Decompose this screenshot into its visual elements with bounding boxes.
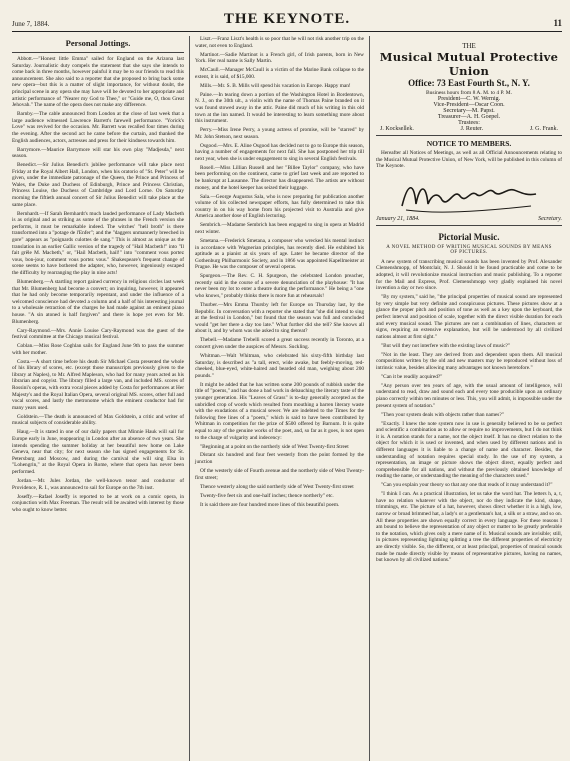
paragraph: Smetana.—Frederick Smetana, a composer who wrecked his mental instinct in accordance with Wagnerian principles, has recently died. He exhibited his aptitude as a pianist at six years of age. Later he became director of the Gothenburg Philharmonic Society, and in 1866 was appointed Kapellmeister at Prague. He was the composer of several operas.	[195, 237, 364, 271]
paragraph: Coblan.—Miss Rose Coghlan sails for England June 9th to pass the summer with her mother.	[12, 343, 184, 356]
masthead	[12, 6, 562, 32]
paragraph: "Any person over ten years of age, with the usual amount of intelligence, will understand to read, draw and sound each and every tone producible upon an ordinary piano correctly within ten minutes or less. This, you will admit, is impossible under the present system of notation."	[376, 382, 562, 409]
paragraph: Barrymore.—Maurice Barrymore will star his own play "Madjesda," next season.	[12, 146, 184, 160]
notice-heading: NOTICE TO MEMBERS.	[426, 139, 512, 148]
article-subheading: A NOVEL METHOD OF WRITING MUSICAL SOUNDS BY MEANS OF PICTURES.	[386, 244, 552, 255]
secretary-signature	[396, 176, 562, 216]
union-office: Office: 73 East Fourth St., N. Y.	[408, 78, 530, 88]
page-number: 11	[553, 18, 562, 28]
column-union-notices	[369, 36, 562, 761]
paragraph: A new system of transcribing musical sounds has been invented by Prof. Alexander Clemenshmopp, of Montclair, N. J. Should it be found practicable and come to be adopted, it will revolutionize musical instruction and music publishing. To a reporter for the Mail and Express, Prof. Clemenshmopp very gladly explained his novel invention a day or two since.	[376, 258, 562, 292]
signature-line	[376, 216, 562, 222]
paragraph: Joseffy.—Rafael Joseffy is reported to be at work on a comic opera, in conjunction with Max Freeman. The result will be awaited with interest by those who ought to know better.	[12, 493, 184, 513]
paragraph: Sembrich.—Madame Sembrich has been engaged to sing in opera at Madrid next winter.	[195, 222, 364, 235]
officer: Vice-President—Oscar Coon.	[433, 102, 505, 108]
officer: Trustees:	[458, 120, 480, 126]
issue-date: June 7, 1884.	[12, 20, 50, 28]
officer: President—C. W. Wernig.	[437, 96, 501, 102]
divider	[376, 225, 562, 226]
article-list	[195, 36, 364, 508]
paragraph: Distant six hundred and four feet westerly from the point formed by the junction	[195, 452, 364, 466]
column-continued-jottings	[189, 36, 369, 761]
article-body	[376, 259, 562, 564]
union-name: Musical Mutual Protective Union	[379, 50, 559, 78]
notice-text: Hereafter all Notices of Meetings, as well as all Official Announcements relating to the Musical Mutual Protective Union, of New York, will be published in this column of The Keynote.	[376, 150, 562, 170]
paragraph: Abbott.—"Honest little Emma" sailed for England on the Arizona last Saturday. Journalistic duty compels the statement that she says she intends to come back in three months, however painful it may be to our friends to read this announcement. She also said to a reporter that she proposed to bring back some new opera—but this is a matter of slight importance, for without doubt, the principal scene in any opera she may have will be devoted to her appropriate and artistic performance of "Nearer my God to Thee," or "Guide me, O, thou Great Jehovah." The name of the opera does not make any difference.	[12, 56, 184, 109]
signature-role: Secretary.	[538, 215, 562, 222]
union-header	[376, 42, 562, 132]
paragraph: Paine.—In tearing down a portion of the Washington Hotel in Bordentown, N. J., on the 30th ult., a violin with the name of Thomas Paine branded on it was found stowed away in the attic. Paine did much of his writing in this old town at the inn named. It would be interesting to learn something more about this instrument.	[195, 91, 364, 125]
paragraph: Liszt.—Franz Liszt's health is so poor that he will not risk another trip on the water, not even to England.	[195, 36, 364, 49]
paragraph: Spurgeon.—The Rev. C. H. Spurgeon, the celebrated London preacher, recently said in the course of a severe denunciation of the playhouse: "It has never been my lot to enter a theatre during the performance." He being a "one who knows," probably thinks there is more fun at rehearsals!	[195, 273, 364, 300]
paragraph: Whitman.—Walt Whitman, who celebrated his sixty-fifth birthday last Saturday, is described as "a tall, erect, wide awake, but feebly-moving, red-cheeked, blue-eyed, white-haired and bearded old man, weighing about 200 pounds."	[195, 353, 364, 379]
divider	[12, 52, 184, 53]
signature-graphic	[396, 176, 546, 216]
paragraph: Twenty-five feet six and one-half inches; thence northerly" etc.	[200, 492, 334, 499]
paragraph: McCaull.—Manager McCaull is a victim of the Marine Bank collapse to the extent, it is said, of $15,000.	[195, 67, 364, 80]
paragraph: "Then your system deals with objects rather than names?"	[381, 411, 504, 418]
paragraph: "Can it be readily acquired?"	[381, 373, 443, 380]
paragraph: Perry.—Miss Irene Perry, a young actress of promise, will be "starred" by Mr. John Stetson, next season.	[195, 127, 364, 140]
trustee: J. Reuter.	[460, 126, 484, 132]
paragraph: Rosell.—Miss Lillian Russell and her "Billee Taylor" company, who have been performing on the continent, came to grief last week and are reported to be bankrupt at Lausanne. The director has disappeared. The artists are without money, and the hotel keeper has seized their luggage.	[195, 164, 364, 191]
paragraph: "Not in the least. They are derived from and dependent upon them. All musical compositions written by the old and new masters may be reproduced without loss of intrinsic value, besides allowing many advantages not known heretofore."	[376, 351, 562, 371]
paragraph: "Exactly. I knew the note system now in use is generally believed to be so perfect and scientific a combination as to allow or require no improvements, but I do not think it is. A notation stands for a name, not the object itself. It has no direct relation to the object for which it is used or invented, and when used by different nations and in different languages it is liable to a change of name and character. Besides, the understanding of notation requires special study. In the use of my system, a representation, an image or picture shows the object direct, equally perfect and comprehensible for all nations, and without the previously obtained knowledge of reading the name, or understanding the meaning of the characters used."	[376, 420, 562, 480]
paragraph: "But will they not interfere with the existing laws of music?"	[381, 342, 511, 349]
officer: Secretary—M. Papst.	[443, 108, 495, 114]
paragraph: Goldstein.—The death is announced of Max Goldstein, a critic and writer of musical subjects of considerable ability.	[12, 413, 184, 427]
paragraph: Cary-Raymond.—Mrs. Annie Louise Cary-Raymond was the guest of the festival committee at the Chicago musical festival.	[12, 327, 184, 341]
signature-date: January 21, 1884.	[376, 215, 420, 222]
paragraph: Bernhardt.—If Sarah Bernhardt's much lauded performance of Lady Macbeth is as original and as striking as some of the phrases in the French version she performs, it must be remarkable indeed. The witches' "hell broth" is there transformed into a "potage de l'Enfer"; and the "daggers unmannerly breeched in gore" appears as "poignards culottes de sang." This is almost as unique as the translation in an earlier Gallic version of the tragedy of "Hail Macbeth!" into "Il fait grêle M. Macbeth," or, "Hail Macbeth, hail!" into "comment vous portez vous, bon-jour, comment vous portez vous." Shakespeare's frequent change of scene seems to have bothered the adapter, who, however, ingeniously escaped the difficulty by rearranging the play in nine acts!	[12, 210, 184, 276]
officer-list	[376, 96, 562, 126]
column-personal-jottings	[12, 36, 189, 761]
newspaper-title: THE KEYNOTE.	[223, 11, 351, 27]
paragraph: "Can you explain your theory so that any one that reads of it may understand it?"	[381, 482, 553, 489]
article-list	[12, 56, 184, 513]
paragraph: Haug.—It is stated in one of our daily papers that Minnie Hauk will sail for Europe early in June, reappearing in London after an absence of two years. She intends spending the summer holiday at her beautiful new home on Lake Geneva, near that city; for next season she has signed engagements for St. Petersburg and Moscow, and during the carnival she will sing Elsa in "Lohengrin," at the Royal Opera in Rome, where that opera has never been performed.	[12, 429, 184, 475]
paragraph: Costa.—A short time before his death Sir Michael Costa presented the whole of his library of scores, etc. (except those manuscripts previously given to the library at Naples), to Mr. Alfred Mapleson, who had for many years acted as his librarian and copyist. The library filled a large van, and included MS. scores of Rossini's operas, with extra vocal pieces added by Costa for performances at Her Majesty's and the Royal Italian Opera, several original MS. scores, other full and vocal scores, and lastly the metronome which the eminent conductor had for many years used.	[12, 358, 184, 411]
trustee: J. Kocksellek.	[380, 126, 414, 132]
trustee-list	[376, 126, 562, 132]
paragraph: Sala.—George Augustus Sala, who is now preparing for publication another volume of his collected newspaper efforts, has fully determined to take this country in on his way home from his projected visit to Australia and give America another dose of English lecturing.	[195, 193, 364, 220]
paragraph: Osgood.—Mrs. E. Aline Osgood has decided not to go to Europe this season, having a number of engagements for next fall. She has postponed her trip till next year, when she is under engagement to sing in several English festivals.	[195, 142, 364, 162]
paragraph: Jordan.—Mr. Jules Jordan, the well-known tenor and conductor of Providence, R. I., was announced to sail for Europe on the 7th inst.	[12, 477, 184, 491]
paragraph: "By my system," said he, "the principal properties of musical sound are represented by very simple but very definite and conspicuous pictures. These pictures show at a glance the proper pitch and position of tone as well as a key upon the keyboard, the perfect interval and position of scale, together with the direct visible duration for each and every musical sound. The pictures are not a combination of lines, characters or signs, requiring an extensive explanation, but will be understood by all civilized nations almost at first sight."	[376, 294, 562, 340]
paragraph: "Beginning at a point on the northerly side of West Twenty-first Street	[200, 443, 349, 450]
paragraph: Thurber.—Mrs Emma Thursby left for Europe on Thursday last, by the Republic. In conversation with a reporter she stated that "she did intend to sing at the festival in London," but found that the season was full and concluded would "get her there a day too late." What further did she tell? She knows all about it, and by whom was she asked to sing thereat?	[195, 302, 364, 335]
officer: Treasurer—A. H. Goepel.	[437, 114, 501, 120]
paragraph: Blumenberg.—A startling report gained currency in religious circles last week that Mr. Blumenberg had become a convert; on inquiring, however, it appeared that he had only become temporarily repentant, and under the influence of a welcomed conscience had devoted a column and a half of his interesting journal to a wholesale retraction of the charges he had made against an eminent piano house. "A sin atoned is half forgiven" and there is hope yet even for Mr. Blumenberg.	[12, 278, 184, 325]
paragraph: "I think I can. As a practical illustration, let us take the word hat. The letters h, a, t, have no relation whatever with the object, nor do they indicate the kind, shape, trimmings, etc. The picture of a hat, however, shows direct whether it is a high, low, narrow or broad brimmed hat, a lady's or a gentleman's hat, a silk or a straw, and so on. All these properties are shown equally correct in every language. For these reasons I am bound to believe the representation of any object or matter to be greatly preferable to the notation, which gives only a mere name of it. Musical sounds are invisible; still, in pictures representing lightning splitting a tree the different properties of electricity are directly visible. So, the different, or at least principal, properties of musical sounds made be made directly visible by means of representative pictures, having no names, but known by all civilized nations."	[376, 491, 562, 564]
paragraph: Mills.—Mr. S. B. Mills will spend his vacation in Europe. Happy man!	[200, 82, 351, 89]
paragraph: Barnby.—The cable announced from London at the close of last week that a large audience witnessed Lawrence Barrett's farewell performance. "Yorick's Love" was revived for the occasion. Mr. Barrett was recalled four times during the evening. After the second act he came before the curtain, and thanked the English audiences, actors, actresses and press for their kindness towards him.	[12, 111, 184, 144]
business-hours: Business hours from 8 A. M. to 4 P. M.	[425, 90, 513, 96]
columns	[12, 36, 562, 761]
paragraph: Of the westerly side of Fourth avenue and the northerly side of West Twenty-first street;	[195, 468, 364, 481]
paragraph: It might be added that he has written some 200 pounds of rubbish under the title of "poems," and has done a bad work in debauching the literary taste of the younger generation. His "Leaves of Grass" is to-day generally accepted as the unbridled crop of words which resulted from mouthing a barren literary waste with the exudations of a musical sewer. We are indebted to the Times for the following free lines of a "poem," which is said to have been contributed by Whitman in competition for the prize of $500 offered by Barnum. It is quite equal to any of the genuine works of the poet, and, so far as it goes, is not open to the charge of vulgarity and indecency:	[195, 381, 364, 441]
paragraph: Benedict.—Sir Julius Benedict's jubilee performance will take place next Friday at the Royal Albert Hall, London, when his oratorio of "St. Peter" will be given, under the immediate patronage of the Queen, the Prince and Princess of Wales, the Duke and Duchess of Edinburgh, Prince and Princess Christian, Princess Louise, the Duchess of Cambridge and Lord Lorne. On Saturday morning the fiftieth annual concert of Sir Julius Benedict will take place at the same place.	[12, 162, 184, 208]
paragraph: Thence westerly along the said northerly side of West Twenty-first street	[200, 483, 354, 490]
paragraph: Thebell.—Madame Trebelli scored a great success recently in Toronto, at a concert given under the auspices of Messrs. Suckling.	[195, 337, 364, 351]
paragraph: Martinot.—Sadie Martinot is a French girl, of Irish parents, born in New York. Her real name is Sally Martin.	[195, 51, 364, 65]
paragraph: It is said there are four hundred more lines of this beautiful poem.	[200, 501, 340, 508]
section-heading: Personal Jottings.	[65, 38, 131, 48]
article-heading: Pictorial Music.	[438, 231, 500, 242]
divider	[376, 135, 562, 136]
trustee: J. G. Frank.	[529, 126, 558, 132]
union-the: THE	[462, 42, 476, 50]
